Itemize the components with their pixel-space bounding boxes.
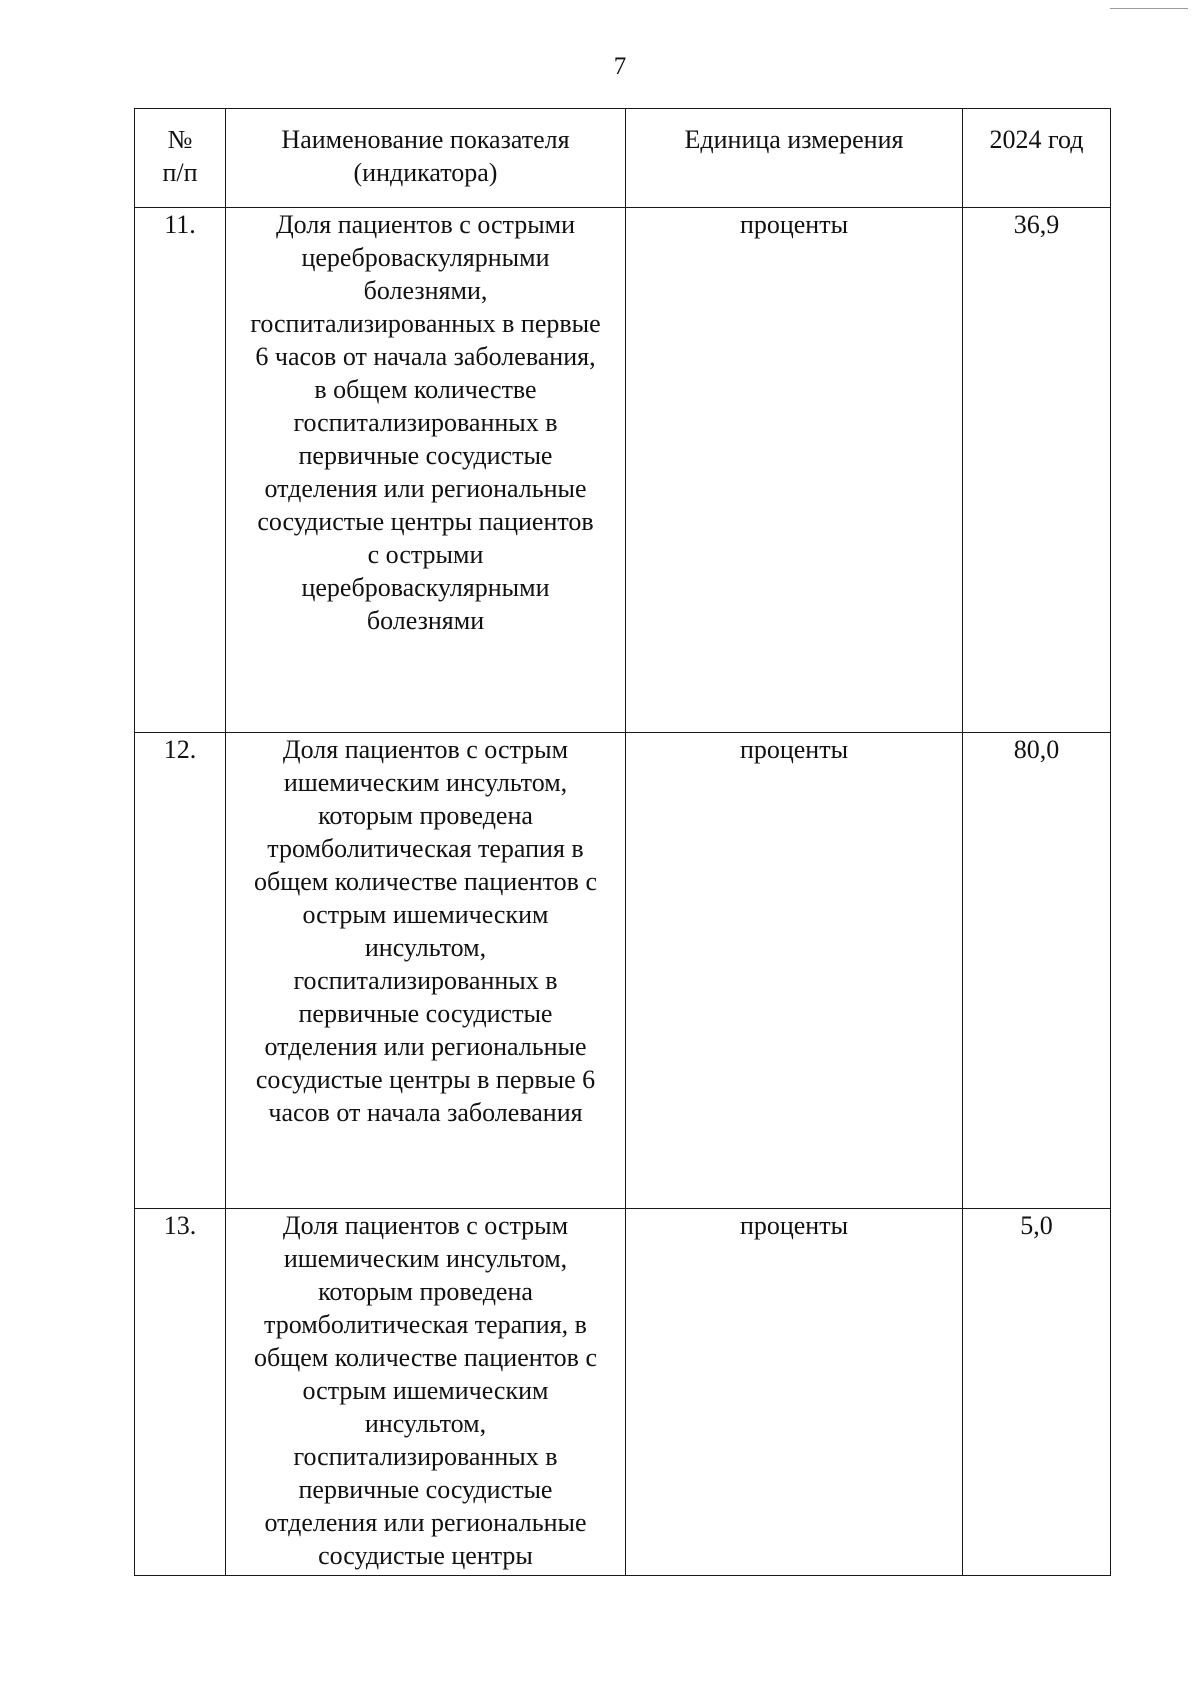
unit-of-measure: проценты [626, 208, 963, 733]
indicator-name [226, 1209, 626, 1576]
indicator-name [226, 733, 626, 1209]
header-indicator-name-text: Наименование показателя (индикатора) [281, 125, 570, 187]
unit-of-measure: проценты [626, 733, 963, 1209]
table-header-row [135, 109, 1111, 208]
year-value: 5,0 [963, 1209, 1111, 1576]
header-year-text: 2024 год [989, 125, 1084, 154]
unit-of-measure: проценты [626, 1209, 963, 1576]
header-unit [626, 109, 963, 208]
table-row [135, 208, 1111, 733]
indicator-name [226, 208, 626, 733]
year-value: 36,9 [963, 208, 1111, 733]
header-indicator-name [226, 109, 626, 208]
indicator-name-text: Доля пациентов с острыми цереброваскулярными болезнями, госпитализированных в первые 6 часов от начала заболевания, в общем количестве госпитализированных в первичные сосудистые отделения или региональные сосудистые центры пациентов с острыми цереброваскулярными болезнями [250, 210, 601, 635]
table-row [135, 733, 1111, 1209]
header-number [135, 109, 226, 208]
row-number: 11. [135, 208, 226, 733]
indicators-table [134, 108, 1111, 1576]
row-number: 12. [135, 733, 226, 1209]
header-year [963, 109, 1111, 208]
indicator-name-text: Доля пациентов с острым ишемическим инсультом, которым проведена тромболитическая терапия в общем количестве пациентов с острым ишемическим инсультом, госпитализированных в первичные сосудистые отделения или региональные сосудистые центры в первые 6 часов от начала заболевания [253, 735, 597, 1127]
indicator-name-text: Доля пациентов с острым ишемическим инсультом, которым проведена тромболитическая терапия, в общем количестве пациентов с острым ишемическим инсультом, госпитализированных в первичные сосудистые отделения или региональные сосудистые центры [253, 1211, 597, 1570]
year-value: 80,0 [963, 733, 1111, 1209]
header-number-text: № п/п [162, 125, 198, 187]
page-number: 7 [613, 53, 627, 80]
row-number: 13. [135, 1209, 226, 1576]
table-row [135, 1209, 1111, 1576]
header-unit-text: Единица измерения [684, 125, 904, 154]
corner-rule [1110, 8, 1188, 9]
